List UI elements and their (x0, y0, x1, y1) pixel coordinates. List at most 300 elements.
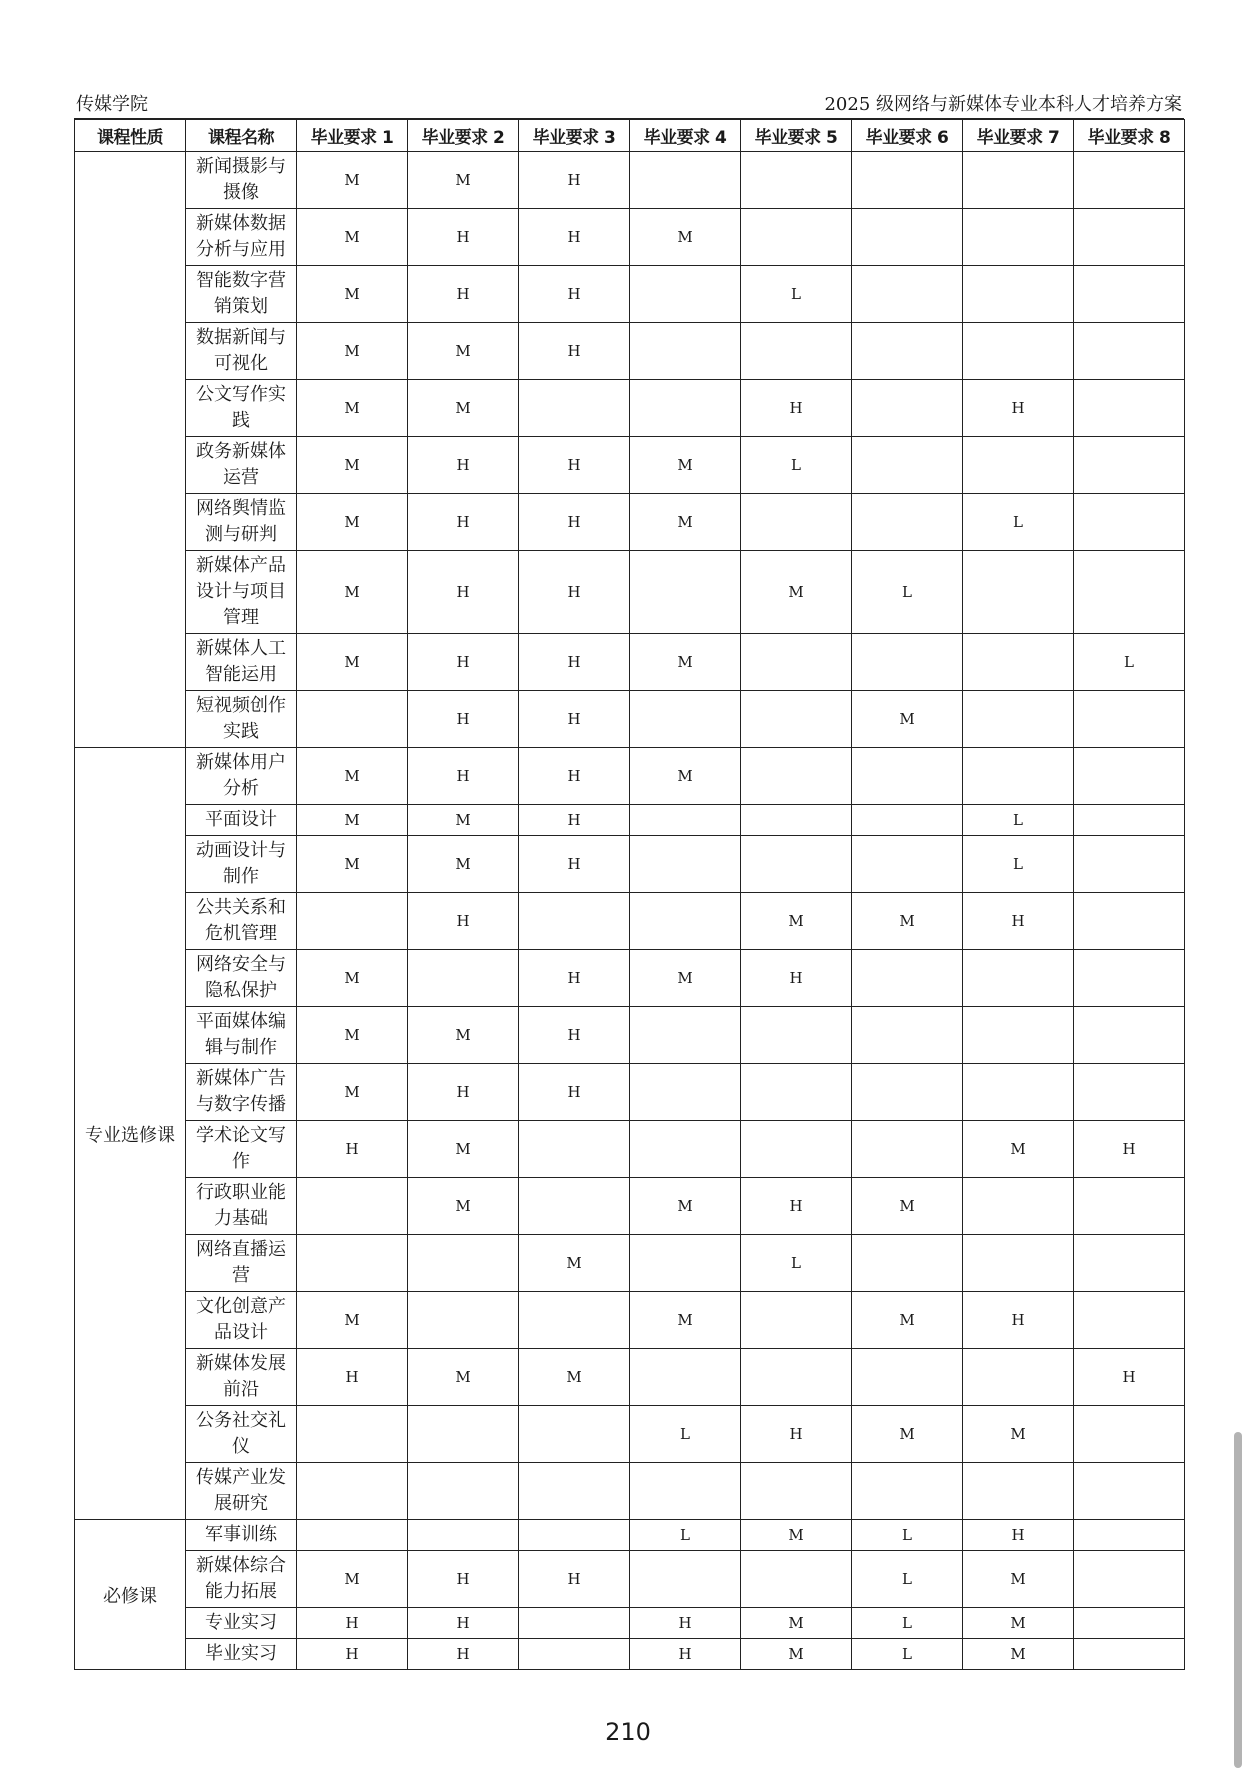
requirement-level-cell: L (741, 437, 852, 494)
requirement-level-cell: M (297, 152, 408, 209)
requirement-level-cell: M (630, 748, 741, 805)
requirement-level-cell: M (408, 380, 519, 437)
requirement-level-cell: H (519, 437, 630, 494)
column-header: 课程名称 (186, 120, 297, 152)
requirement-level-cell (1074, 805, 1185, 836)
requirement-level-cell (1074, 380, 1185, 437)
requirement-level-cell: M (630, 950, 741, 1007)
course-name-cell: 学术论文写作 (186, 1121, 297, 1178)
course-name-cell: 平面设计 (186, 805, 297, 836)
requirement-level-cell: M (408, 1349, 519, 1406)
requirement-level-cell (852, 494, 963, 551)
requirement-level-cell: H (519, 494, 630, 551)
requirement-level-cell: L (630, 1406, 741, 1463)
requirement-level-cell (1074, 266, 1185, 323)
requirement-level-cell: H (297, 1608, 408, 1639)
table-row (75, 266, 1185, 323)
requirement-level-cell: H (1074, 1349, 1185, 1406)
course-name-cell: 新闻摄影与摄像 (186, 152, 297, 209)
requirement-level-cell (852, 323, 963, 380)
requirement-level-cell (297, 1406, 408, 1463)
requirement-level-cell (852, 209, 963, 266)
requirement-level-cell (519, 1406, 630, 1463)
requirement-level-cell: M (741, 1639, 852, 1670)
requirement-level-cell: M (297, 1551, 408, 1608)
requirement-level-cell (630, 1349, 741, 1406)
requirement-level-cell (852, 152, 963, 209)
table-row (75, 950, 1185, 1007)
requirement-level-cell (297, 893, 408, 950)
table-row (75, 1551, 1185, 1608)
course-name-cell: 新媒体发展前沿 (186, 1349, 297, 1406)
course-name-cell: 新媒体用户分析 (186, 748, 297, 805)
requirement-level-cell (1074, 1178, 1185, 1235)
scrollbar-thumb[interactable] (1234, 1432, 1242, 1768)
requirement-level-cell: H (408, 1608, 519, 1639)
header-program-title: 2025 级网络与新媒体专业本科人才培养方案 (824, 94, 1182, 115)
requirement-level-cell (408, 1292, 519, 1349)
table-row (75, 634, 1185, 691)
table-row (75, 1639, 1185, 1670)
requirement-level-cell: M (297, 748, 408, 805)
requirement-level-cell: H (630, 1639, 741, 1670)
requirement-level-cell (519, 380, 630, 437)
requirement-level-cell (519, 1463, 630, 1520)
requirement-level-cell: M (741, 893, 852, 950)
course-name-cell: 网络安全与隐私保护 (186, 950, 297, 1007)
requirement-level-cell (741, 1292, 852, 1349)
requirement-level-cell (519, 1608, 630, 1639)
requirement-level-cell (1074, 1463, 1185, 1520)
requirement-level-cell: H (519, 152, 630, 209)
requirement-level-cell: M (630, 437, 741, 494)
requirement-level-cell: H (963, 893, 1074, 950)
requirement-level-cell (519, 1121, 630, 1178)
table-row (75, 1064, 1185, 1121)
requirement-level-cell: L (630, 1520, 741, 1551)
requirement-level-cell (852, 266, 963, 323)
requirement-level-cell (408, 1235, 519, 1292)
requirement-level-cell (630, 691, 741, 748)
header-row (75, 120, 1185, 152)
requirement-level-cell (519, 1178, 630, 1235)
course-name-cell: 传媒产业发展研究 (186, 1463, 297, 1520)
requirement-level-cell (630, 1463, 741, 1520)
requirement-level-cell: H (408, 1064, 519, 1121)
table-row (75, 691, 1185, 748)
course-name-cell: 政务新媒体运营 (186, 437, 297, 494)
requirement-level-cell: M (297, 634, 408, 691)
requirement-level-cell: L (963, 494, 1074, 551)
requirement-level-cell: H (408, 494, 519, 551)
requirement-level-cell: M (297, 209, 408, 266)
page-number: 210 (605, 1718, 651, 1746)
requirement-level-cell: M (852, 1292, 963, 1349)
requirement-level-cell (963, 1178, 1074, 1235)
table-row (75, 1121, 1185, 1178)
course-requirements-table (74, 119, 1185, 1670)
requirement-level-cell (1074, 152, 1185, 209)
requirement-level-cell (1074, 836, 1185, 893)
requirement-level-cell (741, 494, 852, 551)
requirement-level-cell (1074, 437, 1185, 494)
column-header: 毕业要求 6 (852, 120, 963, 152)
course-name-cell: 新媒体数据分析与应用 (186, 209, 297, 266)
course-category-cell: 专业选修课 (75, 748, 186, 1520)
requirement-level-cell (1074, 691, 1185, 748)
requirement-level-cell: M (852, 691, 963, 748)
requirement-level-cell (519, 1520, 630, 1551)
requirement-level-cell: M (630, 494, 741, 551)
course-name-cell: 动画设计与制作 (186, 836, 297, 893)
requirement-level-cell: L (852, 1639, 963, 1670)
requirement-level-cell: M (852, 1178, 963, 1235)
requirement-level-cell: H (963, 1520, 1074, 1551)
requirement-level-cell: H (408, 551, 519, 634)
requirement-level-cell (630, 805, 741, 836)
requirement-level-cell (741, 1121, 852, 1178)
requirement-level-cell (297, 1235, 408, 1292)
requirement-level-cell (630, 836, 741, 893)
requirement-level-cell (1074, 1235, 1185, 1292)
course-name-cell: 新媒体人工智能运用 (186, 634, 297, 691)
course-name-cell: 公共关系和危机管理 (186, 893, 297, 950)
requirement-level-cell: H (1074, 1121, 1185, 1178)
requirement-level-cell: M (297, 950, 408, 1007)
requirement-level-cell (741, 836, 852, 893)
requirement-level-cell: H (519, 950, 630, 1007)
requirement-level-cell (963, 748, 1074, 805)
requirement-level-cell: H (519, 634, 630, 691)
course-name-cell: 专业实习 (186, 1608, 297, 1639)
course-name-cell: 新媒体产品设计与项目管理 (186, 551, 297, 634)
requirement-level-cell (963, 437, 1074, 494)
requirement-level-cell: H (519, 836, 630, 893)
requirement-level-cell (852, 748, 963, 805)
requirement-level-cell (963, 152, 1074, 209)
requirement-level-cell (630, 1551, 741, 1608)
table-row (75, 1608, 1185, 1639)
course-name-cell: 军事训练 (186, 1520, 297, 1551)
course-name-cell: 网络舆情监测与研判 (186, 494, 297, 551)
table-row (75, 1235, 1185, 1292)
requirement-level-cell: H (408, 893, 519, 950)
requirement-level-cell (963, 634, 1074, 691)
table-row (75, 805, 1185, 836)
requirement-level-cell: H (408, 266, 519, 323)
requirement-level-cell (1074, 551, 1185, 634)
requirement-level-cell: M (297, 494, 408, 551)
requirement-level-cell: L (852, 1520, 963, 1551)
requirement-level-cell (741, 1463, 852, 1520)
requirement-level-cell (852, 805, 963, 836)
requirement-level-cell (741, 209, 852, 266)
requirement-level-cell (741, 748, 852, 805)
requirement-level-cell: L (963, 836, 1074, 893)
table-row (75, 152, 1185, 209)
table-row (75, 380, 1185, 437)
requirement-level-cell (852, 1463, 963, 1520)
requirement-level-cell (741, 152, 852, 209)
requirement-level-cell: H (408, 437, 519, 494)
column-header: 毕业要求 3 (519, 120, 630, 152)
requirement-level-cell: M (408, 836, 519, 893)
table-header (75, 120, 1185, 152)
requirement-level-cell: M (963, 1551, 1074, 1608)
requirement-level-cell: M (297, 551, 408, 634)
requirement-level-cell (1074, 1007, 1185, 1064)
requirement-level-cell (297, 1463, 408, 1520)
requirement-level-cell: M (297, 1292, 408, 1349)
requirement-level-cell (1074, 950, 1185, 1007)
requirement-level-cell: H (741, 950, 852, 1007)
requirement-level-cell: L (852, 1608, 963, 1639)
requirement-level-cell (852, 1064, 963, 1121)
requirement-level-cell (1074, 1064, 1185, 1121)
requirement-level-cell (630, 551, 741, 634)
table-row (75, 1349, 1185, 1406)
table-row (75, 209, 1185, 266)
requirement-level-cell: M (297, 266, 408, 323)
course-name-cell: 毕业实习 (186, 1639, 297, 1670)
requirement-level-cell (852, 437, 963, 494)
course-category-cell: 必修课 (75, 1520, 186, 1670)
requirement-level-cell: M (519, 1349, 630, 1406)
requirement-level-cell: H (519, 323, 630, 380)
column-header: 毕业要求 7 (963, 120, 1074, 152)
requirement-level-cell: M (630, 634, 741, 691)
column-header: 毕业要求 5 (741, 120, 852, 152)
requirement-level-cell: H (297, 1349, 408, 1406)
requirement-level-cell: M (852, 893, 963, 950)
requirement-level-cell (963, 209, 1074, 266)
course-name-cell: 新媒体综合能力拓展 (186, 1551, 297, 1608)
requirement-level-cell (408, 1463, 519, 1520)
course-name-cell: 平面媒体编辑与制作 (186, 1007, 297, 1064)
course-name-cell: 行政职业能力基础 (186, 1178, 297, 1235)
requirement-level-cell (630, 1235, 741, 1292)
table-body (75, 152, 1185, 1670)
requirement-level-cell: L (741, 266, 852, 323)
requirement-level-cell: H (408, 691, 519, 748)
requirement-level-cell (963, 1064, 1074, 1121)
requirement-level-cell: H (519, 266, 630, 323)
requirement-level-cell: M (408, 323, 519, 380)
table-row (75, 1463, 1185, 1520)
requirement-level-cell: H (741, 380, 852, 437)
requirement-level-cell (630, 152, 741, 209)
requirement-level-cell (963, 1349, 1074, 1406)
requirement-level-cell (1074, 893, 1185, 950)
requirement-level-cell: H (630, 1608, 741, 1639)
table-row (75, 1292, 1185, 1349)
requirement-level-cell: H (519, 748, 630, 805)
requirement-level-cell: H (297, 1639, 408, 1670)
requirement-level-cell (1074, 1406, 1185, 1463)
requirement-level-cell (297, 1178, 408, 1235)
table-row (75, 1520, 1185, 1551)
course-name-cell: 新媒体广告与数字传播 (186, 1064, 297, 1121)
page-header (74, 90, 1184, 119)
requirement-level-cell: M (297, 805, 408, 836)
requirement-level-cell: H (519, 209, 630, 266)
requirement-level-cell: M (408, 1178, 519, 1235)
requirement-level-cell (741, 1349, 852, 1406)
requirement-level-cell (852, 1349, 963, 1406)
requirement-level-cell: M (408, 1121, 519, 1178)
table-row (75, 323, 1185, 380)
course-name-cell: 公文写作实践 (186, 380, 297, 437)
requirement-level-cell: L (852, 1551, 963, 1608)
requirement-level-cell: H (297, 1121, 408, 1178)
column-header: 毕业要求 1 (297, 120, 408, 152)
requirement-level-cell: H (741, 1178, 852, 1235)
table-row (75, 437, 1185, 494)
requirement-level-cell (852, 1235, 963, 1292)
requirement-level-cell (297, 1520, 408, 1551)
requirement-level-cell (1074, 209, 1185, 266)
requirement-level-cell (630, 266, 741, 323)
table-row (75, 836, 1185, 893)
requirement-level-cell (297, 691, 408, 748)
requirement-level-cell: H (963, 1292, 1074, 1349)
requirement-level-cell (408, 1406, 519, 1463)
requirement-level-cell (852, 950, 963, 1007)
requirement-level-cell: H (408, 1639, 519, 1670)
requirement-level-cell (741, 323, 852, 380)
requirement-level-cell (963, 1007, 1074, 1064)
requirement-level-cell: M (519, 1235, 630, 1292)
requirement-level-cell (963, 691, 1074, 748)
requirement-level-cell (1074, 494, 1185, 551)
requirement-level-cell (963, 950, 1074, 1007)
course-name-cell: 公务社交礼仪 (186, 1406, 297, 1463)
requirement-level-cell (852, 836, 963, 893)
requirement-level-cell: M (297, 1064, 408, 1121)
requirement-level-cell: M (408, 1007, 519, 1064)
requirement-level-cell: H (519, 1064, 630, 1121)
requirement-level-cell (519, 1639, 630, 1670)
requirement-level-cell (741, 1551, 852, 1608)
requirement-level-cell: L (741, 1235, 852, 1292)
requirement-level-cell: L (852, 551, 963, 634)
requirement-level-cell (852, 1121, 963, 1178)
requirement-level-cell: H (519, 691, 630, 748)
requirement-level-cell (630, 380, 741, 437)
requirement-level-cell (1074, 1608, 1185, 1639)
requirement-level-cell (519, 893, 630, 950)
requirement-level-cell: H (408, 209, 519, 266)
table-row (75, 494, 1185, 551)
requirement-level-cell (630, 323, 741, 380)
table-row (75, 748, 1185, 805)
requirement-level-cell: H (519, 1007, 630, 1064)
requirement-level-cell: M (963, 1608, 1074, 1639)
requirement-level-cell (741, 1064, 852, 1121)
requirement-level-cell (963, 266, 1074, 323)
requirement-level-cell (741, 805, 852, 836)
column-header: 毕业要求 8 (1074, 120, 1185, 152)
requirement-level-cell: H (519, 1551, 630, 1608)
requirement-level-cell (1074, 1639, 1185, 1670)
requirement-level-cell (963, 1235, 1074, 1292)
requirement-level-cell: L (963, 805, 1074, 836)
requirement-level-cell: M (963, 1406, 1074, 1463)
requirement-level-cell (1074, 748, 1185, 805)
requirement-level-cell: L (1074, 634, 1185, 691)
requirement-level-cell (630, 1064, 741, 1121)
column-header: 毕业要求 2 (408, 120, 519, 152)
requirement-level-cell: M (741, 551, 852, 634)
course-name-cell: 文化创意产品设计 (186, 1292, 297, 1349)
requirement-level-cell (1074, 1551, 1185, 1608)
requirement-level-cell: H (963, 380, 1074, 437)
course-name-cell: 网络直播运营 (186, 1235, 297, 1292)
requirement-level-cell: M (741, 1608, 852, 1639)
requirement-level-cell (852, 1007, 963, 1064)
requirement-level-cell (630, 893, 741, 950)
requirement-level-cell: M (297, 380, 408, 437)
requirement-level-cell: H (408, 748, 519, 805)
column-header: 毕业要求 4 (630, 120, 741, 152)
requirement-level-cell: M (297, 437, 408, 494)
requirement-level-cell (408, 1520, 519, 1551)
requirement-level-cell: M (963, 1639, 1074, 1670)
requirement-level-cell: M (741, 1520, 852, 1551)
requirement-level-cell: H (408, 1551, 519, 1608)
requirement-level-cell (741, 691, 852, 748)
header-college: 传媒学院 (76, 94, 148, 115)
table-row (75, 1178, 1185, 1235)
table-row (75, 1406, 1185, 1463)
course-name-cell: 智能数字营销策划 (186, 266, 297, 323)
requirement-level-cell (1074, 1292, 1185, 1349)
requirement-level-cell (1074, 1520, 1185, 1551)
requirement-level-cell: M (630, 209, 741, 266)
requirement-level-cell (630, 1007, 741, 1064)
requirement-level-cell: M (408, 805, 519, 836)
requirement-level-cell: H (408, 634, 519, 691)
column-header: 课程性质 (75, 120, 186, 152)
requirement-level-cell (519, 1292, 630, 1349)
requirement-level-cell (852, 380, 963, 437)
requirement-level-cell: M (297, 323, 408, 380)
requirement-level-cell (963, 551, 1074, 634)
course-category-cell (75, 152, 186, 748)
requirement-level-cell (408, 950, 519, 1007)
requirement-level-cell (963, 1463, 1074, 1520)
course-name-cell: 数据新闻与可视化 (186, 323, 297, 380)
requirement-level-cell (963, 323, 1074, 380)
table-row (75, 1007, 1185, 1064)
table-row (75, 893, 1185, 950)
requirement-level-cell: M (297, 1007, 408, 1064)
requirement-level-cell (1074, 323, 1185, 380)
requirement-level-cell: M (630, 1178, 741, 1235)
requirement-level-cell: M (963, 1121, 1074, 1178)
requirement-level-cell: M (630, 1292, 741, 1349)
table-row (75, 551, 1185, 634)
requirement-level-cell (741, 634, 852, 691)
requirement-level-cell: H (519, 551, 630, 634)
requirement-level-cell (630, 1121, 741, 1178)
requirement-level-cell: M (297, 836, 408, 893)
requirement-level-cell (852, 634, 963, 691)
requirement-level-cell: H (519, 805, 630, 836)
requirement-level-cell: H (741, 1406, 852, 1463)
requirement-level-cell: M (408, 152, 519, 209)
requirement-level-cell: M (852, 1406, 963, 1463)
